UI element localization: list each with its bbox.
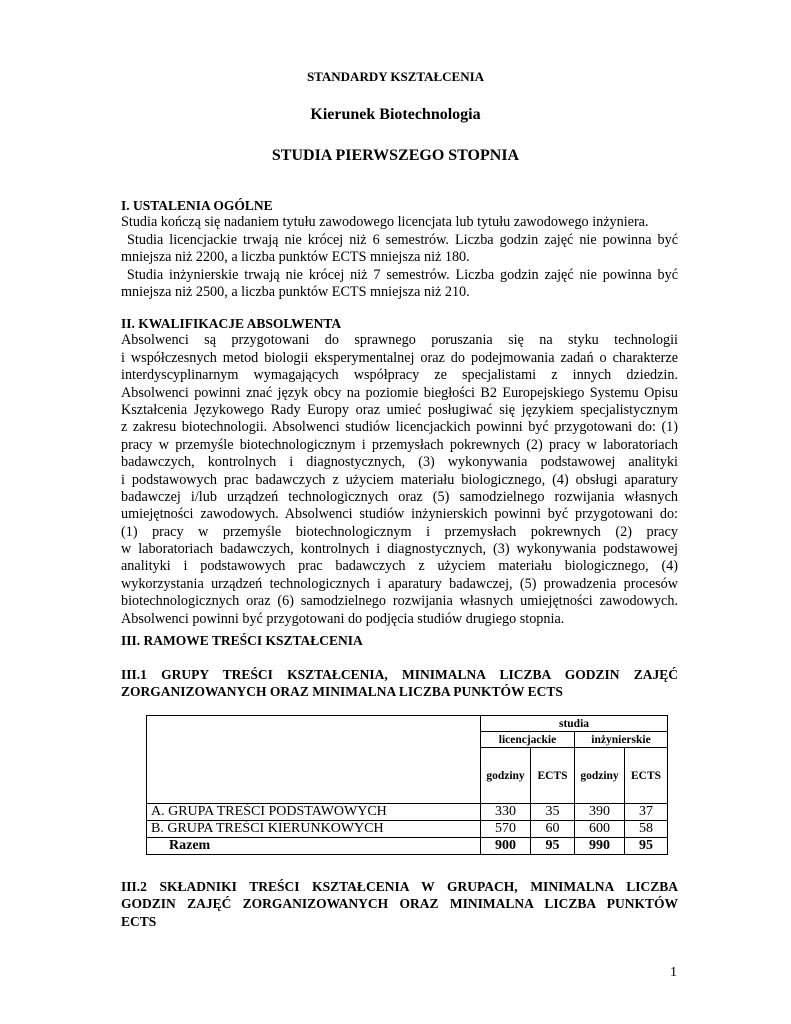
paragraph-line: Studia licencjackie trwają nie krócej niż 6 semestrów. Liczba godzin zajęć nie powinna być [121, 231, 678, 248]
subsection-heading-line: ZORGANIZOWANYCH ORAZ MINIMALNA LICZBA PUNKTÓW ECTS [121, 684, 563, 700]
row-label: A. GRUPA TREŚCI PODSTAWOWYCH [147, 804, 481, 821]
subsection-heading-line: III.2 SKŁADNIKI TREŚCI KSZTAŁCENIA W GRUPACH, MINIMALNA LICZBA [121, 879, 678, 894]
paragraph-line: Absolwenci są przygotowani do sprawnego poruszania się na styku technologii [121, 332, 678, 349]
page-number: 1 [670, 965, 677, 980]
paragraph-line: Absolwenci powinni znać język obcy na poziomie biegłości B2 Europejskiego Systemu Opisu [121, 384, 678, 401]
section-heading: II. KWALIFIKACJE ABSOLWENTA [121, 316, 342, 331]
lic-hours: 570 [481, 821, 531, 838]
standards-heading: STANDARDY KSZTAŁCENIA [306, 69, 485, 84]
ects-header: ECTS [531, 748, 575, 804]
table-row-total [147, 838, 668, 855]
inz-ects: 95 [625, 838, 668, 855]
section-framework-heading: III. RAMOWE TREŚCI KSZTAŁCENIA [121, 633, 363, 648]
paragraph-line: Kształcenia Językowego Rady Europy oraz umieć posługiwać się językiem specjalistycznym [121, 401, 678, 418]
subsection-heading-line: GODZIN ZAJĘĆ ZORGANIZOWANYCH ORAZ MINIMALNA LICZBA PUNKTÓW [121, 896, 678, 912]
inz-hours: 390 [575, 804, 625, 821]
field-title: Kierunek Biotechnologia [310, 106, 481, 123]
section-heading: I. USTALENIA OGÓLNE [121, 198, 273, 213]
paragraph-line: i podstawowych prac badawczych z użyciem materiału biologicznego, (4) obsługi aparatury [121, 471, 678, 488]
inzynierskie-header: inżynierskie [575, 732, 668, 748]
subsection-3-2 [121, 878, 678, 930]
licencjackie-header: licencjackie [481, 732, 575, 748]
table-corner-cell [147, 716, 481, 804]
studia-header: studia [481, 716, 668, 732]
row-label: Razem [147, 838, 481, 855]
inz-hours: 990 [575, 838, 625, 855]
subsection-heading-line: ECTS [121, 913, 157, 929]
paragraph-line: biotechnologicznych oraz (6) samodzielnego rozwijania własnych umiejętności zawodowych. [121, 593, 678, 610]
paragraph-line: Absolwenci powinni być przygotowani do podjęcia studiów drugiego stopnia. [121, 610, 565, 627]
subsection-heading-line: III.1 GRUPY TREŚCI KSZTAŁCENIA, MINIMALNA LICZBA GODZIN ZAJĘĆ [121, 667, 678, 682]
table-row [147, 804, 668, 821]
subsection-3-1 [121, 666, 678, 701]
table-row [147, 821, 668, 838]
row-label: B. GRUPA TREŚCI KIERUNKOWYCH [147, 821, 481, 838]
lic-hours: 330 [481, 804, 531, 821]
paragraph-line: mniejsza niż 2200, a liczba punktów ECTS mniejsza niż 180. [121, 249, 470, 266]
inz-ects: 58 [625, 821, 668, 838]
paragraph-line: badawczej i/lub urządzeń technologicznych oraz (5) samodzielnego rozwijania własnych [121, 488, 678, 505]
paragraph-line: Studia inżynierskie trwają nie krócej niż 7 semestrów. Liczba godzin zajęć nie powinna być [121, 266, 678, 283]
inz-hours: 600 [575, 821, 625, 838]
inz-ects: 37 [625, 804, 668, 821]
paragraph-line: w laboratoriach badawczych, kontrolnych i diagnostycznych, (3) wykonywania podstawowej [121, 541, 678, 558]
hours-header: godziny [575, 748, 625, 804]
paragraph-line: (1) pracy w przemyśle biotechnologicznym i przemysłach pokrewnych (2) pracy [121, 523, 678, 540]
paragraph-line: z zakresu biotechnologii. Absolwenci studiów licencjackich powinni być przygotowani do: (1) [121, 419, 678, 436]
paragraph-line: badawczych, kontrolnych i diagnostycznych, (3) wykonywania podstawowej analityki [121, 454, 678, 471]
paragraph-line: analityki i podstawowych prac badawczych z użyciem materiału biologicznego, (4) [121, 558, 678, 575]
paragraph-line: umiejętności zawodowych. Absolwenci studiów inżynierskich powinni być przygotowani do: [121, 506, 678, 523]
ects-header: ECTS [625, 748, 668, 804]
lic-ects: 35 [531, 804, 575, 821]
paragraph-line: i współczesnych metod biologii eksperymentalnej oraz do podejmowania zadań o charakterze [121, 349, 678, 366]
lic-ects: 95 [531, 838, 575, 855]
paragraph-line: wykorzystania urządzeń technologicznych i aparatury badawczej, (5) prowadzenia procesów [121, 575, 678, 592]
paragraph-line: mniejsza niż 2500, a liczba punktów ECTS mniejsza niż 210. [121, 284, 470, 300]
hours-header: godziny [481, 748, 531, 804]
paragraph-line: interdyscyplinarnym wymagających współpracy ze specjalistami z innych dziedzin. [121, 367, 678, 384]
paragraph-line: Studia kończą się nadaniem tytułu zawodowego licencjata lub tytułu zawodowego inżyniera. [121, 214, 649, 231]
section-general [121, 197, 678, 301]
lic-hours: 900 [481, 838, 531, 855]
paragraph-line: pracy w przemyśle biotechnologicznym i przemysłach pokrewnych (2) pracy w laboratoriach [121, 436, 678, 453]
study-level-title: STUDIA PIERWSZEGO STOPNIA [271, 147, 520, 164]
lic-ects: 60 [531, 821, 575, 838]
hours-ects-table [146, 715, 668, 855]
section-qualifications [121, 315, 678, 628]
